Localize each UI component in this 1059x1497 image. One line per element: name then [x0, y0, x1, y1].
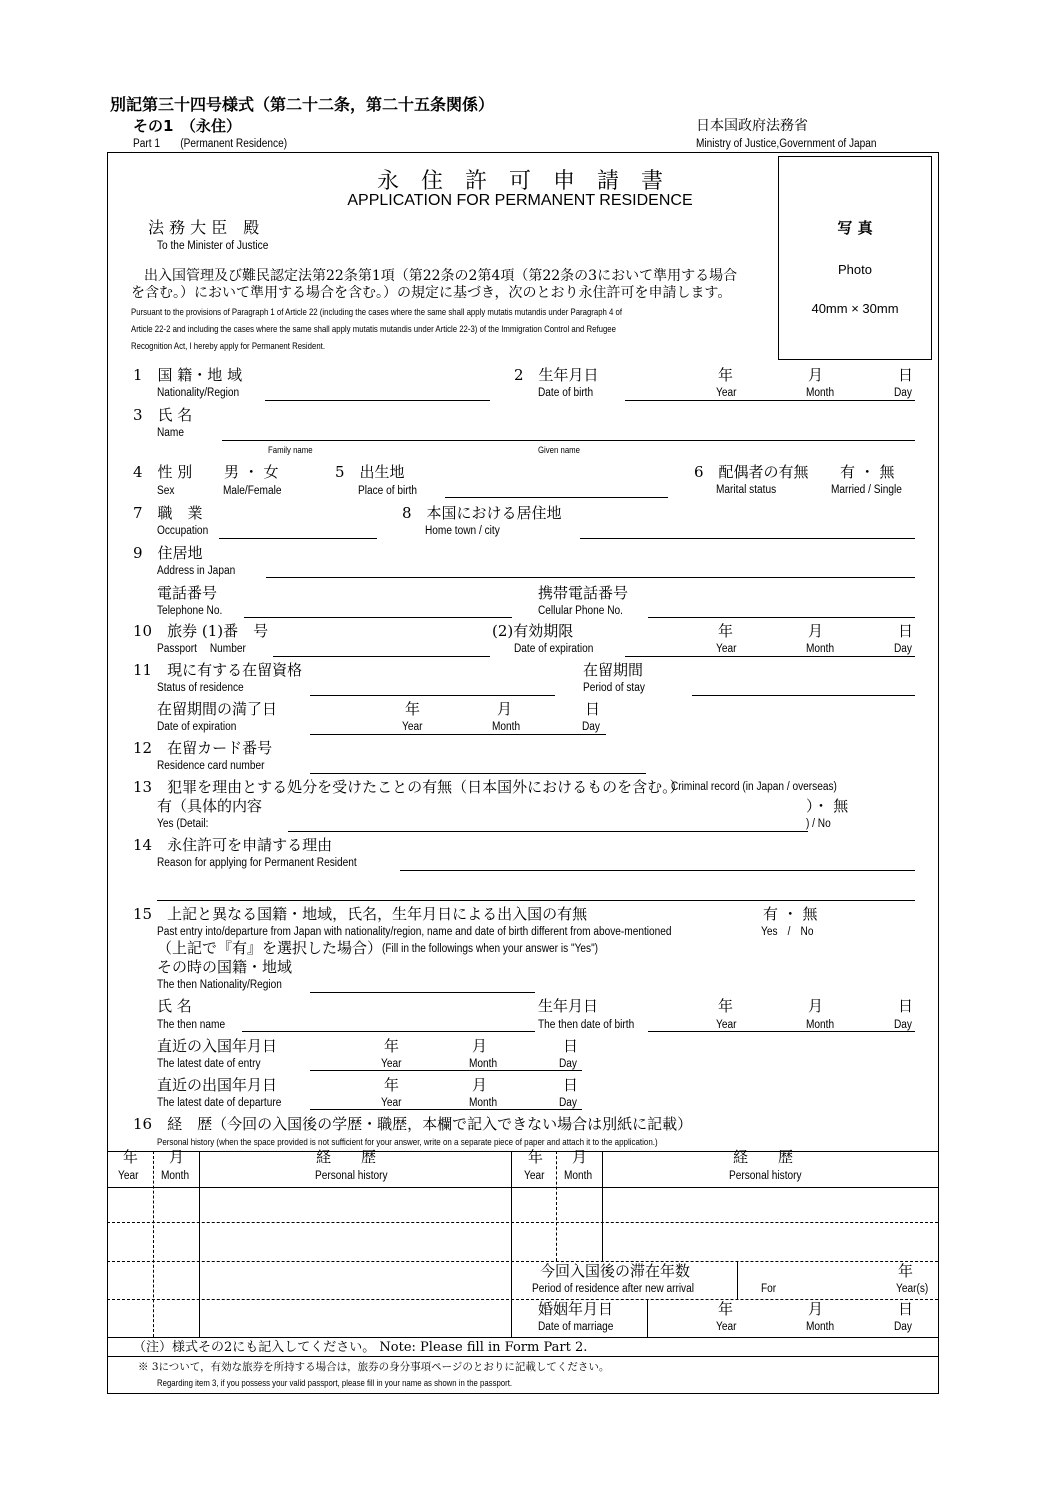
- month-label-jp: 月: [808, 1300, 824, 1318]
- birthdate-field[interactable]: [625, 400, 915, 401]
- expiry-label-jp: 在留期間の満了日: [157, 700, 278, 718]
- entry-date-field[interactable]: [310, 1070, 582, 1071]
- form-title-en: APPLICATION FOR PERMANENT RESIDENCE: [347, 192, 693, 209]
- th-month-jp: 月: [169, 1148, 185, 1166]
- th-year-en-2: Year: [524, 1170, 545, 1182]
- item9-label-jp: 9 住居地: [133, 544, 203, 562]
- table-row-divider: [107, 1222, 938, 1223]
- telephone-field[interactable]: [244, 617, 512, 618]
- item12-label-jp: 12 在留カード番号: [133, 739, 273, 757]
- addressee-en: To the Minister of Justice: [157, 240, 269, 252]
- departure-date-field[interactable]: [310, 1109, 582, 1110]
- intro-jp-1: 出入国管理及び難民認定法第22条第1項（第22条の2第4項（第22条の3において準用する場合: [144, 268, 738, 284]
- month-label-jp: 月: [472, 1076, 488, 1094]
- then-nat-jp: その時の国籍・地域: [157, 958, 293, 976]
- part-title-en: Part 1 (Permanent Residence): [133, 138, 288, 150]
- month-label-en: Month: [806, 643, 835, 655]
- item6-label-en: Marital status: [716, 484, 777, 496]
- intro-jp-2: を含む。）において準用する場合を含む。）の規定に基づき，次のとおり永住許可を申請します。: [131, 285, 732, 301]
- item8-label-jp: 8 本国における居住地: [402, 504, 562, 522]
- item10b-label-en: Date of expiration: [514, 643, 594, 655]
- item15-label-jp: 15 上記と異なる国籍・地域，氏名，生年月日による出入国の有無: [133, 905, 588, 923]
- crime-no-en: ) / No: [806, 818, 831, 830]
- th-year-en: Year: [118, 1170, 139, 1182]
- then-name-en: The then name: [157, 1019, 226, 1031]
- item14-label-en: Reason for applying for Permanent Resident: [157, 857, 357, 869]
- period-years-en: Year(s): [896, 1283, 929, 1295]
- item7-label-jp: 7 職 業: [133, 504, 203, 522]
- month-label-en: Month: [806, 1321, 835, 1333]
- day-label-jp: 日: [898, 1300, 914, 1318]
- table-col-divider: [602, 1151, 603, 1261]
- address-field[interactable]: [266, 577, 915, 578]
- entry-options-en: Yes / No: [761, 926, 814, 938]
- crime-detail-field[interactable]: [288, 831, 808, 832]
- item14-label-jp: 14 永住許可を申請する理由: [133, 836, 333, 854]
- day-label-en: Day: [582, 721, 600, 733]
- intro-en-1: Pursuant to the provisions of Paragraph 1 of Article 22 (including the cases where the same shall apply mutatis mutandis under Paragraph 4 of: [131, 307, 623, 318]
- year-label-jp: 年: [405, 700, 421, 718]
- entry-date-en: The latest date of entry: [157, 1058, 261, 1070]
- table-col-divider: [647, 1299, 648, 1337]
- cellphone-field[interactable]: [648, 617, 915, 618]
- table-col-divider: [199, 1151, 200, 1337]
- year-label-en: Year: [402, 721, 423, 733]
- day-label-en: Day: [894, 1019, 912, 1031]
- th-year-jp: 年: [123, 1148, 139, 1166]
- item13-label-jp: 13 犯罪を理由とする処分を受けたことの有無（日本国外におけるものを含む。）: [133, 778, 685, 796]
- photo-size: 40mm × 30mm: [811, 301, 899, 316]
- period-label-en: Period of residence after new arrival: [532, 1283, 695, 1295]
- month-label-en: Month: [469, 1097, 498, 1109]
- day-label-jp: 日: [563, 1037, 579, 1055]
- year-label-jp: 年: [384, 1076, 400, 1094]
- item15-sub-jp: （上記で『有』を選択した場合）: [157, 939, 383, 957]
- period-label-jp: 今回入国後の滞在年数: [540, 1262, 691, 1280]
- table-col-divider: [153, 1151, 154, 1337]
- reason-field-2[interactable]: [157, 900, 915, 901]
- year-label-jp: 年: [718, 997, 734, 1015]
- form-title-jp: 永 住 許 可 申 請 書: [376, 169, 663, 194]
- marriage-label-jp: 婚姻年月日: [538, 1300, 614, 1318]
- day-label-jp: 日: [585, 700, 601, 718]
- item10-label-jp: 10 旅券 (1)番 号: [133, 622, 269, 640]
- marital-options-jp[interactable]: 有 ・ 無: [840, 463, 895, 481]
- month-label-en: Month: [492, 721, 521, 733]
- month-label-jp: 月: [472, 1037, 488, 1055]
- item8-label-en: Home town / city: [425, 525, 500, 537]
- departure-date-en: The latest date of departure: [157, 1097, 282, 1109]
- day-label-jp: 日: [898, 366, 914, 384]
- note-passport-jp: ※ 3について，有効な旅券を所持する場合は，旅券の身分事項ページのとおりに記載してください。: [138, 1361, 610, 1373]
- occupation-field[interactable]: [219, 538, 377, 539]
- year-label-en: Year: [381, 1097, 402, 1109]
- photo-label-jp: 写 真: [837, 219, 873, 237]
- item16-label-en: Personal history (when the space provided is not sufficient for your answer, write on a separate piece of paper and attach it to the application.): [157, 1137, 658, 1148]
- part-title-jp: その1 （永住）: [133, 117, 241, 135]
- then-nat-en: The then Nationality/Region: [157, 979, 282, 991]
- th-history-jp-2: 経 歴: [733, 1148, 794, 1166]
- residence-card-field[interactable]: [310, 773, 646, 774]
- month-label-jp: 月: [497, 700, 513, 718]
- sex-options-en: Male/Female: [223, 485, 282, 497]
- ministry-jp: 日本国政府法務省: [696, 118, 808, 134]
- th-year-jp-2: 年: [528, 1148, 544, 1166]
- month-label-jp: 月: [808, 366, 824, 384]
- table-col-divider: [511, 1151, 512, 1337]
- day-label-en: Day: [894, 643, 912, 655]
- sex-options-jp[interactable]: 男 ・ 女: [224, 463, 279, 481]
- entry-options-jp[interactable]: 有 ・ 無: [763, 905, 818, 923]
- crime-yes-jp[interactable]: 有（具体的内容: [157, 797, 263, 815]
- then-dob-en: The then date of birth: [538, 1019, 635, 1031]
- item6-label-jp: 6 配偶者の有無: [694, 463, 809, 481]
- crime-yes-en: Yes (Detail:: [157, 818, 209, 830]
- item13-label-en: Criminal record (in Japan / overseas): [671, 781, 837, 793]
- item15-sub-en: (Fill in the followings when your answer is "Yes"): [382, 943, 599, 955]
- marriage-label-en: Date of marriage: [538, 1321, 614, 1333]
- th-month-en-2: Month: [564, 1170, 593, 1182]
- cell-label-en: Cellular Phone No.: [538, 605, 623, 617]
- stay-label-en: Period of stay: [583, 682, 645, 694]
- entry-date-jp: 直近の入国年月日: [157, 1037, 278, 1055]
- table-row-divider: [107, 1261, 938, 1262]
- item9-label-en: Address in Japan: [157, 565, 236, 577]
- year-label-en: Year: [716, 387, 737, 399]
- day-label-en: Day: [559, 1058, 577, 1070]
- then-name-jp: 氏 名: [157, 997, 192, 1015]
- item12-label-en: Residence card number: [157, 760, 265, 772]
- th-history-jp: 経 歴: [316, 1148, 377, 1166]
- intro-en-2: Article 22-2 and including the cases where the same shall apply mutatis mutandis under Article 22-3) of the Immigration Control and Refugee: [131, 324, 616, 335]
- month-label-jp: 月: [808, 622, 824, 640]
- marital-options-en: Married / Single: [831, 484, 902, 496]
- passport-number-field[interactable]: [273, 656, 490, 657]
- table-bottom-border: [107, 1337, 938, 1338]
- item10-label-en: Passport Number: [157, 643, 246, 655]
- item3-label-en: Name: [157, 427, 185, 439]
- stay-expiry-field[interactable]: [310, 734, 606, 735]
- year-label-en: Year: [381, 1058, 402, 1070]
- table-top-border: [107, 1151, 938, 1152]
- day-label-jp: 日: [563, 1076, 579, 1094]
- year-label-en: Year: [716, 643, 737, 655]
- item15-label-en: Past entry into/departure from Japan with nationality/region, name and date of birth different from above-mentioned: [157, 926, 672, 938]
- passport-expiry-field[interactable]: [625, 656, 915, 657]
- cell-label-jp: 携帯電話番号: [538, 584, 629, 602]
- name-field[interactable]: [222, 440, 915, 441]
- item11-label-jp: 11 現に有する在留資格: [133, 661, 303, 679]
- item4-label-jp: 4 性 別: [133, 463, 193, 481]
- year-label-jp: 年: [384, 1037, 400, 1055]
- item1-label-jp: 1 国 籍・地 域: [133, 366, 243, 384]
- given-name-label: Given name: [538, 445, 581, 456]
- photo-label-en: Photo: [838, 262, 872, 277]
- hometown-field[interactable]: [580, 538, 915, 539]
- crime-no-jp[interactable]: ）・ 無: [806, 797, 849, 815]
- month-label-en: Month: [806, 387, 835, 399]
- departure-date-jp: 直近の出国年月日: [157, 1076, 278, 1094]
- status-field[interactable]: [310, 695, 555, 696]
- year-label-jp: 年: [718, 366, 734, 384]
- day-label-en: Day: [894, 387, 912, 399]
- item16-label-jp: 16 経 歴（今回の入国後の学歴・職歴，本欄で記入できない場合は別紙に記載）: [133, 1115, 693, 1133]
- then-dob-field[interactable]: [648, 1031, 915, 1032]
- addressee-jp: 法 務 大 臣 殿: [148, 218, 260, 237]
- stay-label-jp: 在留期間: [583, 661, 644, 679]
- expiry-label-en: Date of expiration: [157, 721, 237, 733]
- th-history-en: Personal history: [315, 1170, 388, 1182]
- ministry-en: Ministry of Justice,Government of Japan: [696, 138, 877, 150]
- note-form-part2: （注）様式その2にも記入してください。 Note: Please fill in Form Part 2.: [133, 1340, 588, 1355]
- month-label-en: Month: [806, 1019, 835, 1031]
- item3-label-jp: 3 氏 名: [133, 406, 193, 424]
- item5-label-jp: 5 出生地: [335, 463, 405, 481]
- note-passport-en: Regarding item 3, if you possess your valid passport, please fill in your name as shown in the passport.: [157, 1378, 513, 1389]
- year-label-en: Year: [716, 1321, 737, 1333]
- year-label-en: Year: [716, 1019, 737, 1031]
- intro-en-3: Recognition Act, I hereby apply for Permanent Resident.: [131, 341, 325, 352]
- item2-label-en: Date of birth: [538, 387, 594, 399]
- year-label-jp: 年: [718, 1300, 734, 1318]
- item4-label-en: Sex: [157, 485, 175, 497]
- item10b-label-jp: (2)有効期限: [492, 622, 574, 640]
- table-col-divider: [737, 1261, 738, 1299]
- period-years-jp: 年: [898, 1262, 914, 1280]
- th-month-en: Month: [161, 1170, 190, 1182]
- day-label-jp: 日: [898, 997, 914, 1015]
- then-nationality-field[interactable]: [310, 992, 535, 993]
- day-label-en: Day: [894, 1321, 912, 1333]
- reason-field-1[interactable]: [400, 870, 915, 871]
- form-number: 別記第三十四号様式（第二十二条，第二十五条関係）: [110, 95, 495, 114]
- table-col-divider: [556, 1151, 557, 1261]
- month-label-jp: 月: [808, 997, 824, 1015]
- year-label-jp: 年: [718, 622, 734, 640]
- notes-divider: [107, 1356, 938, 1357]
- item11-label-en: Status of residence: [157, 682, 244, 694]
- birthplace-field[interactable]: [445, 497, 668, 498]
- month-label-en: Month: [469, 1058, 498, 1070]
- tel-label-jp: 電話番号: [157, 584, 218, 602]
- photo-box: [778, 156, 932, 360]
- item7-label-en: Occupation: [157, 525, 209, 537]
- period-of-stay-field[interactable]: [692, 695, 915, 696]
- item2-label-jp: 2 生年月日: [514, 366, 599, 384]
- family-name-label: Family name: [268, 445, 313, 456]
- table-header-border: [107, 1187, 938, 1188]
- nationality-field[interactable]: [265, 400, 490, 401]
- tel-label-en: Telephone No.: [157, 605, 223, 617]
- day-label-jp: 日: [898, 622, 914, 640]
- item5-label-en: Place of birth: [358, 485, 418, 497]
- then-dob-jp: 生年月日: [538, 997, 599, 1015]
- period-for: For: [761, 1283, 777, 1295]
- item1-label-en: Nationality/Region: [157, 387, 240, 399]
- then-name-field[interactable]: [242, 1031, 535, 1032]
- th-history-en-2: Personal history: [729, 1170, 802, 1182]
- day-label-en: Day: [559, 1097, 577, 1109]
- th-month-jp-2: 月: [572, 1148, 588, 1166]
